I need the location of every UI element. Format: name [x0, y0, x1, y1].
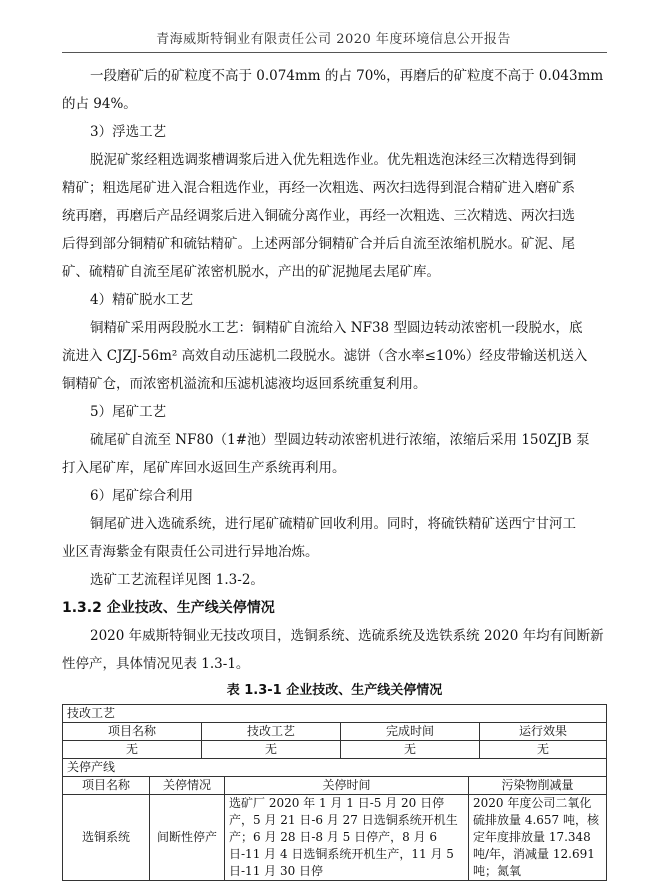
table-cell-time: 选矿厂 2020 年 1 月 1 日-5 月 20 日停产，5 月 21 日-6 月 27 日选铜系统开机生产；6 月 28 日-8 月 5 日停产，8 月 6 日-11 月 4 日选铜系统开机生产，11 月 5 日-11 月 30 日停 — [225, 795, 469, 881]
paragraph-line: 性停产，具体情况见表 1.3-1。 — [62, 656, 250, 672]
shutdown-table — [62, 704, 607, 759]
subheading-dewatering: 4）精矿脱水工艺 — [90, 292, 194, 308]
table-header-cell: 污染物削减量 — [469, 777, 607, 795]
shutdown-lines-table — [62, 758, 607, 881]
paragraph-line: 业区青海紫金有限责任公司进行异地冶炼。 — [62, 544, 319, 560]
paragraph-line: 打入尾矿库，尾矿库回水返回生产系统再利用。 — [62, 460, 346, 476]
table-cell-reduction: 2020 年度公司二氧化硫排放量 4.657 吨，核定年度排放量 17.348 吨/年，消减量 12.691 吨；氮氧 — [469, 795, 607, 881]
table-cell: 无 — [341, 741, 480, 759]
table-header-cell: 项目名称 — [63, 723, 202, 741]
paragraph-line: 后得到部分铜精矿和硫钴精矿。上述两部分铜精矿合并后自流至浓缩机脱水。矿泥、尾 — [62, 236, 575, 252]
paragraph-line: 2020 年威斯特铜业无技改项目，选铜系统、选硫系统及选铁系统 2020 年均有间断新 — [90, 628, 604, 644]
table-row — [63, 795, 607, 881]
table-section-row — [63, 759, 607, 777]
subheading-tailings: 5）尾矿工艺 — [90, 404, 167, 420]
paragraph-line: 硫尾矿自流至 NF80（1#池）型圆边转动浓密机进行浓缩，浓缩后采用 150ZJB 泵 — [90, 432, 590, 448]
table-header-cell: 关停情况 — [150, 777, 225, 795]
paragraph-line: 的占 94%。 — [62, 96, 137, 112]
paragraph-line: 脱泥矿浆经粗选调浆槽调浆后进入优先粗选作业。优先粗选泡沫经三次精选得到铜 — [90, 152, 576, 168]
paragraph-line: 矿、硫精矿自流至尾矿浓密机脱水，产出的矿泥抛尾去尾矿库。 — [62, 264, 440, 280]
table-cell: 无 — [480, 741, 607, 759]
subheading-flotation: 3）浮选工艺 — [90, 124, 167, 140]
table-section-row — [63, 705, 607, 723]
header-divider — [62, 52, 607, 53]
table-header-cell: 项目名称 — [63, 777, 150, 795]
table-cell: 无 — [202, 741, 341, 759]
document-body — [62, 62, 607, 881]
table-header-cell: 关停时间 — [225, 777, 469, 795]
table-header-row — [63, 777, 607, 795]
paragraph-line: 统再磨，再磨后产品经调浆后进入铜硫分离作业，再经一次粗选、三次精选、两次扫选 — [62, 208, 575, 224]
table-section-label: 技改工艺 — [63, 705, 607, 723]
table-caption: 表 1.3-1 企业技改、生产线关停情况 — [226, 683, 443, 698]
paragraph-line: 铜尾矿进入选硫系统，进行尾矿硫精矿回收利用。同时，将硫铁精矿送西宁甘河工 — [90, 516, 576, 532]
table-header-cell: 运行效果 — [480, 723, 607, 741]
table-section-label: 关停产线 — [63, 759, 607, 777]
table-header-row — [63, 723, 607, 741]
table-cell-name: 选铜系统 — [63, 795, 150, 881]
paragraph-line: 一段磨矿后的矿粒度不高于 0.074mm 的占 70%，再磨后的矿粒度不高于 0.043mm — [90, 68, 604, 84]
paragraph-line: 铜精矿仓，而浓密机溢流和压滤机滤液均返回系统重复利用。 — [62, 376, 427, 392]
table-cell-status: 间断性停产 — [150, 795, 225, 881]
paragraph-line: 铜精矿采用两段脱水工艺：铜精矿自流给入 NF38 型圆边转动浓密机一段脱水，底 — [90, 320, 583, 336]
table-header-cell: 完成时间 — [341, 723, 480, 741]
page-header: 青海威斯特铜业有限责任公司 2020 年度环境信息公开报告 — [156, 32, 511, 47]
paragraph-line: 选矿工艺流程详见图 1.3-2。 — [90, 572, 264, 588]
section-title: 1.3.2 企业技改、生产线关停情况 — [62, 600, 275, 616]
table-header-cell: 技改工艺 — [202, 723, 341, 741]
table-row — [63, 741, 607, 759]
subheading-tailings-utilization: 6）尾矿综合利用 — [90, 488, 194, 504]
paragraph-line: 流进入 CJZJ-56m² 高效自动压滤机二段脱水。滤饼（含水率≤10%）经皮带输送机送入 — [62, 348, 588, 364]
paragraph-line: 精矿；粗选尾矿进入混合粗选作业，再经一次粗选、两次扫选得到混合精矿进入磨矿系 — [62, 180, 575, 196]
table-cell: 无 — [63, 741, 202, 759]
